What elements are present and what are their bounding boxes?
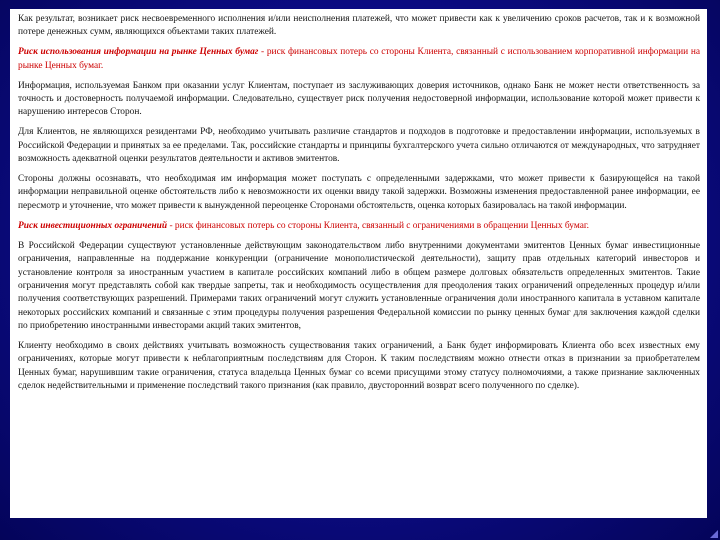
paragraph-investment-restrictions	[18, 240, 700, 334]
triangle-arrow-icon[interactable]	[710, 522, 718, 538]
document-panel	[10, 9, 707, 518]
paragraph-nonresidents	[18, 126, 700, 166]
paragraph-text: В Российской Федерации существуют установленные действующим законодательством либо внутренними документами эмитентов Ценных бумаг инвестиционные ограничения, направленные на поддержание конкуренции (ограничение монополистической деятельности), защиту прав отдельных категорий инвесторов и установление контроля за иностранным участием в капитале российских компаний либо в общем размере долговых обязательств определенных эмитентов. Такие ограничения могут представлять собой как твердые запреты, так и необходимость осуществления для преодоления таких ограничений определенных процедур и/или получения соответствующих разрешений. Примерами таких ограничений могут служить установленные ограничения доли иностранного капитала в уставном капитале некоторых российских компаний и связанные с этим процедуры получения разрешения Федеральной комиссии по рынку ценных бумаг для заключения каждой сделки по приобретению иностранными инвесторами акций таких эмитентов,	[18, 240, 700, 332]
paragraph-investment-risk-definition	[18, 220, 700, 233]
risk-definition-investment: - риск финансовых потерь со стороны Клиента, связанный с ограничениями в обращении Ценных бумаг.	[167, 220, 590, 231]
paragraph-text: Стороны должны осознавать, что необходимая им информация может поступать с определенными задержками, что может привести к базирующейся на такой информации неправильной оценке обстоятельств либо к невозможности их оценки ввиду такой задержки. Возможны изменения предоставленной ранее информации, ее пересмотр и уточнение, что может привести к вынужденной переоценке Сторонами обстоятельств, оценка которых базировалась на такой информации.	[18, 174, 700, 211]
paragraph-client-obligations	[18, 340, 700, 394]
paragraph-text: Для Клиентов, не являющихся резидентами РФ, необходимо учитывать различие стандартов и подходов в подготовке и предоставлении информации, используемых в Российской Федерации и принятых за ее пределами. Так, российские стандарты и принципы бухгалтерского учета сильно отличаются от международных, что затрудняет возможность адекватной оценки результатов деятельности и активов эмитентов.	[18, 127, 700, 165]
paragraph-payment-risk	[18, 13, 700, 40]
paragraph-info-sources	[18, 80, 700, 120]
risk-definition-info: - риск финансовых потерь со стороны Клиента, связанный с использованием корпоративной информации на рынке Ценных бумаг.	[18, 47, 701, 71]
paragraph-text: Клиенту необходимо в своих действиях учитывать возможность существования таких ограничений, а Банк будет информировать Клиента обо всех известных ему ограничениях, которые могут привести к неблагоприятным последствиям для Сторон. К таким последствиям можно отнести отказ в признании за приобретателем Ценных бумаг, нарушившим такие ограничения, статуса владельца Ценных бумаг со всеми присущими этому статусу полномочиями, а также признание заключенных сделок недействительными и применение последствий такого признания (как правило, двусторонний возврат всего полученного по сделке).	[18, 341, 700, 392]
paragraph-text: Как результат, возникает риск несвоевременного исполнения и/или неисполнения платежей, что может привести как к увеличению сроков расчетов, так и к возможной потере денежных сумм, являющихся объектами таких платежей.	[18, 14, 700, 38]
risk-term-investment: Риск инвестиционных ограничений	[18, 220, 168, 231]
paragraph-text: Информация, используемая Банком при оказании услуг Клиентам, поступает из заслуживающих доверия источников, однако Банк не может нести ответственность за точность и достоверность получаемой информации. Следовательно, существует риск получения недостоверной информации, использование которой может привести к нарушению интересов Сторон.	[18, 80, 700, 118]
paragraph-info-risk-definition	[18, 46, 700, 73]
paragraph-info-delays	[18, 173, 700, 213]
risk-term-info: Риск использования информации на рынке Ценных бумаг	[18, 47, 259, 58]
